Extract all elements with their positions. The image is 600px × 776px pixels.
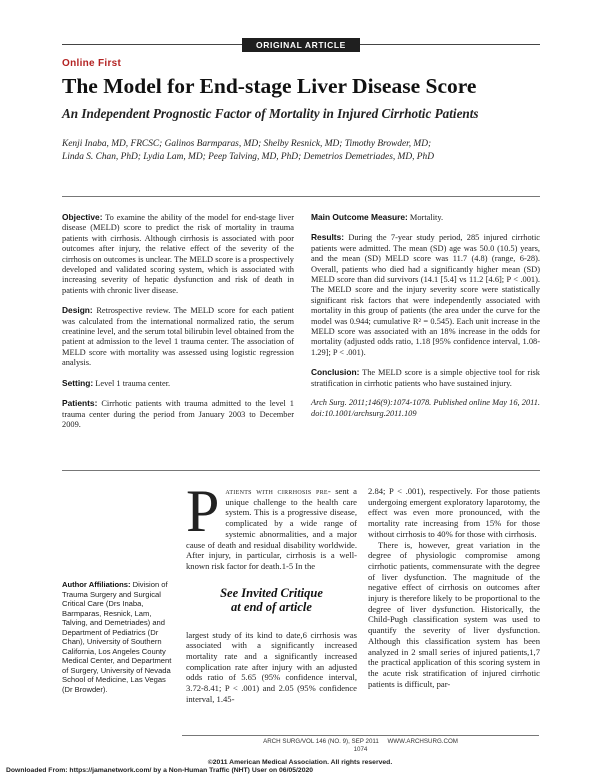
results-label: Results: — [311, 232, 345, 243]
abstract-bottom-rule — [62, 470, 540, 471]
body-paragraph: largest study of its kind to date,6 cirrhosis was associated with a significantly increased mortality rate and a significantly increased complication rate after injury with an adjusted odds ratio of 5.65 (95% confidence interval, 3.72-8.41; P < .001) and 2.05 (95% confidence interval, 1.45- — [186, 629, 357, 704]
invited-critique-callout — [186, 586, 357, 614]
section-label: ORIGINAL ARTICLE — [242, 38, 360, 52]
setting-label: Setting: — [62, 377, 94, 388]
article-title: The Model for End-stage Liver Disease Score — [62, 74, 477, 98]
objective-label: Objective: — [62, 212, 103, 222]
abstract-top-rule — [62, 196, 540, 197]
outcome-label: Main Outcome Measure: — [311, 212, 408, 222]
objective-section — [62, 212, 294, 296]
journal-line: ARCH SURG/VOL 146 (NO. 9), SEP 2011 WWW.ARCHSURG.COM — [263, 738, 458, 745]
body-column-2 — [368, 486, 540, 689]
patients-label: Patients: — [62, 398, 98, 409]
conclusion-text: The MELD score is a simple objective tool for risk stratification in cirrhotic patients who have sustained injury. — [311, 368, 540, 388]
objective-text: To examine the ability of the model for end-stage liver disease (MELD) score to predict the risk of mortality in trauma patients with cirrhosis. Although cirrhosis is associated with poor outcomes after injury, the relative effect of the severity of the cirrhosis on outcomes is unclear. The MELD score is a prospectively developed and validated scoring system, which is associated with increasing severity of hepatic dysfunction and risk of death in patients with chronic liver disease. — [62, 213, 294, 295]
design-label: Design: — [62, 305, 93, 316]
intro-text: sent a unique challenge to the health care system. This is a progressive disease, complicated by a wide range of systemic abnormalities, and a major cause of death and residual disability worldwide. After injury, in particular, cirrhosis is a well-known risk factor for death.1-5 In the — [186, 486, 357, 571]
online-first-label: Online First — [62, 58, 122, 69]
patients-section — [62, 398, 294, 430]
results-section — [311, 232, 540, 358]
outcome-text: Mortality. — [409, 213, 444, 222]
article-subtitle: An Independent Prognostic Factor of Mortality in Injured Cirrhotic Patients — [62, 106, 479, 121]
design-text: Retrospective review. The MELD score for each patient was calculated from the international normalized ratio, the serum creatinine level, and the serum total bilirubin level obtained from the patient at admission to the level 1 trauma center. The association of MELD score with mortality was assessed using logistic regression analysis. — [62, 306, 294, 368]
invited-critique-line1: See Invited Critique — [220, 585, 323, 600]
drop-cap: P — [186, 478, 220, 544]
patients-text: Cirrhotic patients with trauma admitted to the level 1 trauma center during the period from January 2003 to December 2009. — [62, 399, 294, 429]
author-line: Linda S. Chan, PhD; Lydia Lam, MD; Peep Talving, MD, PhD; Demetrios Demetriades, MD, PhD — [62, 151, 434, 162]
conclusion-label: Conclusion: — [311, 367, 360, 378]
design-section — [62, 305, 294, 368]
affiliations-text: Division of Trauma Surgery and Surgical Critical Care (Drs Inaba, Barmparas, Resnick, Lam, Talving, and Demetriades) and Department of Pediatrics (Dr Chan), University of Southern California, Los Angeles County Medical Center, and Department of Surgery, University of Nevada School of Medicine, Las Vegas (Dr Browder). — [62, 580, 172, 694]
body-paragraph: There is, however, great variation in the degree of physiologic compromise among cirrhotic patients, commensurate with the degree of liver dysfunction. The magnitude of the negative effect of cirrhosis on outcomes after injury is therefore likely to be proportional to the degree of liver dysfunction. Historically, the Child-Pugh classification system was used to quantify the severity of liver dysfunction. Although this classification system has been analyzed in 2 small series of injured patients,1,7 the practical application of this scoring system in the acute risk stratification of injured cirrhotic patients is difficult, par- — [368, 539, 540, 689]
setting-section — [62, 378, 294, 389]
conclusion-section — [311, 367, 540, 389]
abstract-left-column — [62, 212, 294, 439]
journal-footer — [182, 738, 539, 754]
abstract-right-column — [311, 212, 540, 428]
author-line: Kenji Inaba, MD, FRCSC; Galinos Barmparas, MD; Shelby Resnick, MD; Timothy Browder, MD; — [62, 139, 432, 149]
intro-smallcaps: atients with cirrhosis pre- — [225, 486, 332, 496]
outcome-section — [311, 212, 540, 223]
author-affiliations — [62, 580, 174, 694]
author-list — [62, 138, 542, 163]
download-notice: Downloaded From: https://jamanetwork.com/ by a Non-Human Traffic (NHT) User on 06/05/2020 — [6, 767, 314, 774]
citation: Arch Surg. 2011;146(9):1074-1078. Published online May 16, 2011. doi:10.1001/archsurg.2011.109 — [311, 398, 540, 418]
body-column-1 — [186, 478, 357, 705]
setting-text: Level 1 trauma center. — [95, 378, 171, 388]
invited-critique-line2: at end of article — [231, 599, 312, 614]
copyright-notice: ©2011 American Medical Association. All rights reserved. — [207, 759, 393, 766]
footer-rule — [182, 735, 539, 736]
page-number: 1074 — [353, 746, 368, 753]
intro-paragraph — [186, 478, 357, 572]
results-text: During the 7-year study period, 285 injured cirrhotic patients were admitted. The mean (SD) age was 50.0 (10.5) years, and the mean (SD) MELD score was 11.7 (4.8) (range, 6-28). Overall, patients who died had a significantly higher mean (SD) MELD score than did survivors (14.1 [5.4] vs 11.2 [4.6]; P < .001). The MELD score and the injury severity score were statistically significant risk factors that were independently associated with mortality in this group of patients (the area under the curve for the model was 0.944; cumulative R² = 0.545). Each unit increase in the MELD score was associated with an 18% increase in the odds for mortality (adjusted odds ratio, 1.18 [95% confidence interval, 1.08-1.29]; P < .001). — [311, 233, 541, 357]
affiliations-label: Author Affiliations: — [62, 580, 131, 589]
body-paragraph: 2.84; P < .001), respectively. For those patients undergoing emergent exploratory laparotomy, the effect was even more pronounced, with the mortality rate increasing from 15% for those without cirrhosis to 40% for those with cirrhosis. — [368, 486, 540, 539]
